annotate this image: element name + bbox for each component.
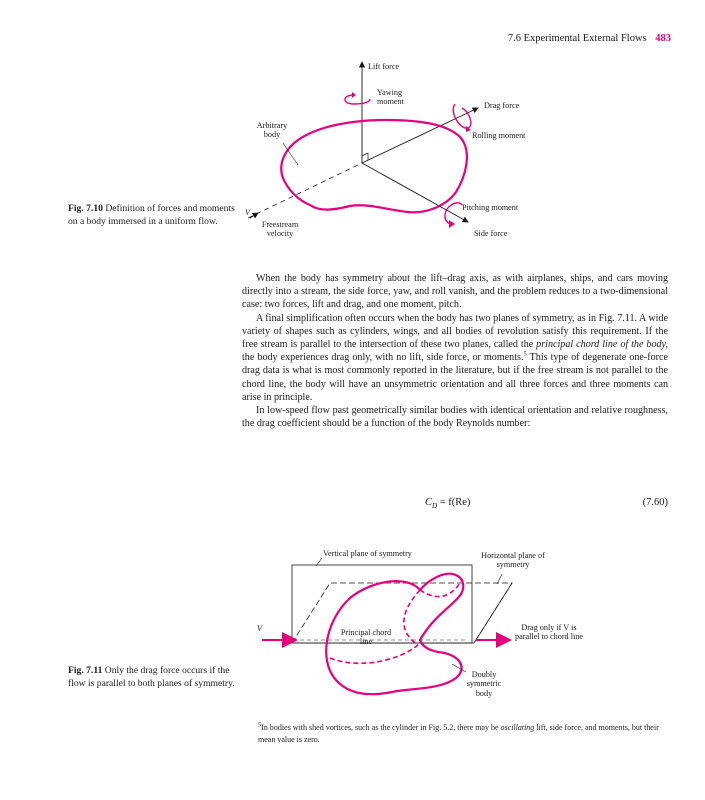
fig-7-11-caption-label: Fig. 7.11 [68,665,103,676]
fig-7-10-caption-text: Definition of forces and moments on a body immersed in a uniform flow. [68,203,235,227]
rolling-moment-label: Rolling moment [472,131,526,140]
page-number: 483 [655,33,671,44]
equation-number: (7.60) [642,497,668,508]
drag-only-label: Drag only if V is parallel to chord line [515,623,583,642]
doubly-symmetric-body-front-section [404,590,420,645]
running-head-section: 7.6 Experimental External Flows [507,33,647,44]
paragraph-1: When the body has symmetry about the lift–drag axis, as with airplanes, ships, and cars moving directly into a stream, the side force, yaw, and roll vanish, and the problem reduces to a two-dimensional case: two forces, lift and drag, and one moment, pitch. [242,273,668,311]
v-label-fig710: V [245,208,251,217]
side-force-label: Side force [474,229,508,238]
p2-part-a: A final simplification often occurs when the body has two planes of symmetry, as in Fig. 7.11. A wide variety of shapes such as cylinders, wings, and all bodies of revolution satisfy this requirement. If the free stream is parallel to the intersection of these two planes, called the [242,312,668,351]
v-label-fig711: V [257,624,263,633]
vertical-plane-label: Vertical plane of symmetry [323,549,412,558]
footnote-marker: 5 [258,721,262,729]
footnote-text-b: lift, side force, and moments, but their mean value is zero. [258,723,659,744]
footnote-ref: 5 [523,350,527,358]
horizontal-plane-label: Horizontal plane of symmetry [481,551,545,570]
rolling-moment-arrow [453,104,471,128]
yawing-moment-label: Yawing moment [377,88,404,107]
footnote-emphasis: oscillating [500,723,535,732]
freestream-arrow [250,213,258,218]
p2-emphasis: principal chord line of the body, [536,339,668,351]
lift-force-label: Lift force [368,62,400,71]
figure-7-11-caption [68,665,238,691]
horizontal-plane [292,583,512,643]
arbitrary-body-shape [281,120,467,212]
paragraph-2 [242,312,668,404]
doubly-symmetric-body-label: Doubly symmetric body [466,670,502,698]
figure-7-10-caption [68,203,238,229]
drag-force-label: Drag force [484,101,520,110]
equation-7-60 [425,497,470,510]
body-text [242,272,668,430]
eq-lhs: C [425,497,433,508]
footnote [258,722,678,746]
drag-axis [362,108,478,163]
eq-sub: D [432,502,438,511]
principal-chord-line-label: Principal chord line [340,628,392,647]
p2-part-b: the body experiences drag only, with no lift, side force, or moments. [242,352,524,364]
paragraph-3: In low-speed flow past geometrically similar bodies with identical orientation and relative roughness, the drag coefficient should be a function of the body Reynolds number: [242,405,668,430]
footnote-text-a: In bodies with shed vortices, such as the cylinder in Fig. 5.2, there may be [261,723,501,732]
pitching-moment-label: Pitching moment [462,203,519,212]
fig-7-11-caption-text: Only the drag force occurs if the flow is parallel to both planes of symmetry. [68,665,235,689]
origin-corner-mark [362,153,368,160]
eq-rhs: = f(Re) [437,497,471,508]
arbitrary-body-label: Arbitrary body [256,121,288,140]
p2-part-c: This type of degenerate one-force drag data is what is most commonly reported in the literature, but if the free stream is not parallel to the chord line, the body will have an unsymmetric orientation and all three forces and three moments can arise in principle. [242,352,668,403]
yawing-moment-arrow [345,95,370,104]
freestream-dashed-line [248,163,362,218]
freestream-velocity-label: Freestream velocity [261,220,299,239]
fig-7-10-caption-label: Fig. 7.10 [68,203,103,214]
